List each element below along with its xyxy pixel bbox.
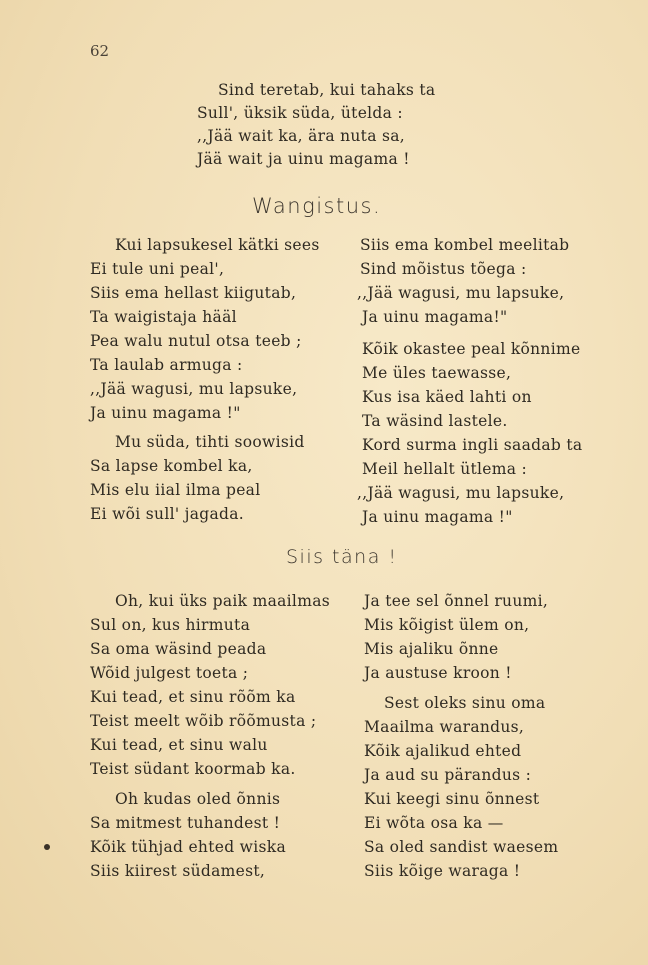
poem2-right-line: Ei wõta osa ka — <box>364 814 504 832</box>
poem2-left-line: Sa oma wäsind peada <box>90 640 267 658</box>
poem1-right-line: Kõik okastee peal kõnnime <box>362 340 581 358</box>
poem2-right-line: Ja aud su pärandus : <box>364 766 532 784</box>
poem2-right-line: Maailma warandus, <box>364 718 525 736</box>
intro-line: Sull', üksik süda, ütelda : <box>197 104 403 122</box>
poem1-left-line: Ei tule uni peal', <box>90 260 225 278</box>
poem1-right-line: Meil hellalt ütlema : <box>362 460 528 478</box>
poem1-right-line: Me üles taewasse, <box>362 364 512 382</box>
poem2-right-line: Mis kõigist ülem on, <box>364 616 530 634</box>
poem1-left-line: ,,Jää wagusi, mu lapsuke, <box>90 380 298 398</box>
poem1-right-line: Kus isa käed lahti on <box>362 388 532 406</box>
intro-line: Sind teretab, kui tahaks ta <box>218 81 436 99</box>
poem2-left-line: Teist südant koormab ka. <box>90 760 296 778</box>
poem-title-siis-tana: Siis täna ! <box>286 546 398 568</box>
poem1-right-line: Ja uinu magama !" <box>362 508 513 526</box>
poem1-left-line: Ta laulab armuga : <box>90 356 243 374</box>
poem2-right-line: Mis ajaliku õnne <box>364 640 499 658</box>
poem1-right-line: Siis ema kombel meelitab <box>360 236 570 254</box>
poem1-left-line: Ja uinu magama !" <box>90 404 241 422</box>
poem2-left-line: Oh, kui üks paik maailmas <box>115 592 330 610</box>
poem2-left-line: Oh kudas oled õnnis <box>115 790 281 808</box>
poem2-right-line: Ja tee sel õnnel ruumi, <box>364 592 549 610</box>
poem1-right-line: Ja uinu magama!" <box>362 308 508 326</box>
poem2-right-line: Sa oled sandist waesem <box>364 838 559 856</box>
poem2-left-line: Kui tead, et sinu walu <box>90 736 268 754</box>
poem1-left-line: Siis ema hellast kiigutab, <box>90 284 297 302</box>
poem-title-wangistus: Wangistus. <box>252 194 382 218</box>
poem2-left-line: Siis kiirest südamest, <box>90 862 266 880</box>
poem1-right-line: ,,Jää wagusi, mu lapsuke, <box>357 484 565 502</box>
poem2-left-line: Kõik tühjad ehted wiska <box>90 838 286 856</box>
poem2-right-line: Kõik ajalikud ehted <box>364 742 522 760</box>
poem1-right-line: Sind mõistus tõega : <box>360 260 527 278</box>
poem2-left-line: Sul on, kus hirmuta <box>90 616 251 634</box>
poem1-left-line: Pea walu nutul otsa teeb ; <box>90 332 302 350</box>
poem1-left-line: Mu süda, tihti soowisid <box>115 433 305 451</box>
poem2-right-line: Siis kõige waraga ! <box>364 862 521 880</box>
poem1-right-line: Kord surma ingli saadab ta <box>362 436 583 454</box>
poem1-right-line: ,,Jää wagusi, mu lapsuke, <box>357 284 565 302</box>
intro-line: ,,Jää wait ka, ära nuta sa, <box>197 127 405 145</box>
page-number: 62 <box>90 42 110 60</box>
intro-line: Jää wait ja uinu magama ! <box>197 150 410 168</box>
poem2-left-line: Wõid julgest toeta ; <box>90 664 249 682</box>
poem2-left-line: Sa mitmest tuhandest ! <box>90 814 281 832</box>
poem2-left-line: Kui tead, et sinu rõõm ka <box>90 688 296 706</box>
poem1-left-line: Mis elu iial ilma peal <box>90 481 261 499</box>
ink-spot-mark <box>44 844 50 850</box>
poem1-left-line: Sa lapse kombel ka, <box>90 457 253 475</box>
poem2-left-line: Teist meelt wõib rõõmusta ; <box>90 712 317 730</box>
poem1-left-line: Ei wõi sull' jagada. <box>90 505 245 523</box>
poem2-right-line: Kui keegi sinu õnnest <box>364 790 540 808</box>
poem1-right-line: Ta wäsind lastele. <box>362 412 508 430</box>
poem1-left-line: Kui lapsukesel kätki sees <box>115 236 320 254</box>
poem1-left-line: Ta waigistaja hääl <box>90 308 237 326</box>
poem2-right-line: Ja austuse kroon ! <box>364 664 512 682</box>
poem2-right-line: Sest oleks sinu oma <box>384 694 546 712</box>
